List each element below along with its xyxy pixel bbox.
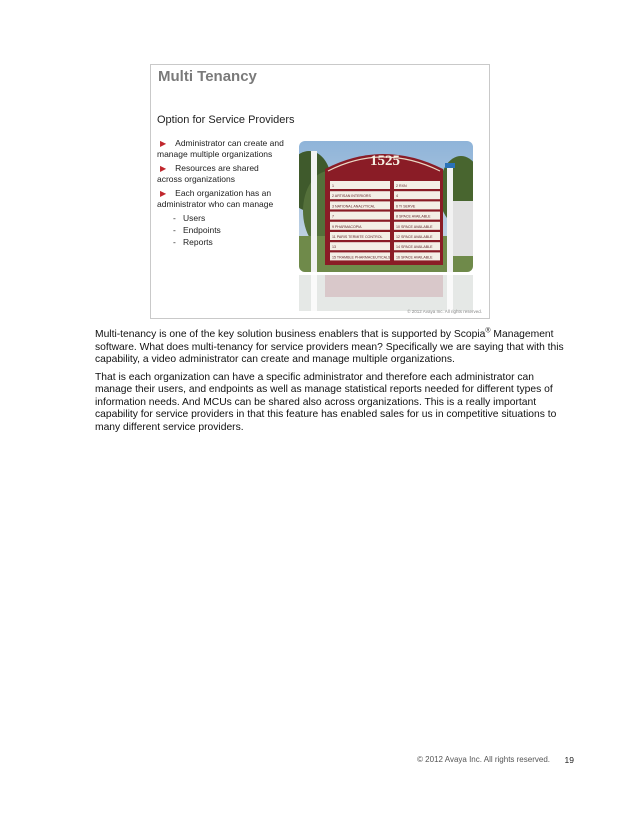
slide-subtitle: Option for Service Providers	[157, 114, 295, 126]
notes-text	[95, 329, 565, 439]
sub-bullet-list	[173, 213, 285, 248]
sign-panel-label: 15 TRAMBLE PHARMACEUTICALS	[332, 255, 391, 260]
slide-copyright: © 2012 Avaya Inc. All rights reserved.	[407, 309, 482, 314]
sign-panel	[330, 242, 390, 250]
sign-panel-label: 4	[396, 194, 398, 199]
bullet-arrow-icon: ▶	[160, 189, 167, 198]
bullet-arrow-icon: ▶	[160, 139, 167, 148]
sign-panel-label: 9 PHARMACOPIA	[332, 224, 362, 229]
sign-panel-label: 14 SPACE AVAILABLE	[396, 245, 433, 250]
sub-item: - Users	[173, 213, 206, 223]
sign-panel-label: 11 PARIS TERMITE CONTROL	[332, 235, 383, 239]
sign-panel	[330, 212, 390, 220]
sign-panel	[394, 191, 440, 199]
bullet-item: ▶ Each organization has an administrator who can manage	[157, 188, 274, 209]
photo-reflection	[299, 275, 473, 311]
sign-panel-label: 2 RXN	[396, 184, 407, 188]
building-sign-photo	[299, 141, 473, 272]
bullet-arrow-icon: ▶	[160, 164, 167, 173]
sign-number: 1525	[370, 153, 400, 169]
sign-panel-label: 7	[332, 214, 334, 219]
bullet-item: ▶ Administrator can create and manage multiple organizations	[157, 138, 284, 159]
sign-panel-label: 2 ARTISAN INTERIORS	[332, 194, 371, 199]
sub-item: - Endpoints	[173, 225, 221, 235]
sign-panel-label: 8 SPACE AVAILABLE	[396, 214, 431, 219]
sign-panel-label: 12 SPACE AVAILABLE	[396, 235, 433, 239]
notes-paragraph-2: That is each organization can have a specific administrator and therefore each administrator can manage their users, and endpoints as well as manage statistical reports needed for different types of information needs. And MCUs can be shared also across organizations. This is a really important capability for service providers in that this feature has enabled sales for us in competitive situations to many different service providers.	[95, 371, 557, 433]
sign-panel-label: 1	[332, 184, 334, 188]
footer-copyright: © 2012 Avaya Inc. All rights reserved.	[417, 755, 550, 764]
notes-paragraph-1: Multi-tenancy is one of the key solution business enablers that is supported by Scopia® Management software. What does multi-tenancy for service providers mean? Specifically we are saying that with this capability, a video administrator can create and manage multiple organizations.	[95, 327, 564, 365]
sign-panel-label: 10 SPACE AVAILABLE	[396, 224, 433, 229]
sign-panel	[330, 181, 390, 189]
sign-panel-label: 13	[332, 245, 336, 250]
bullet-item: ▶ Resources are shared across organizations	[157, 163, 259, 184]
slide-title: Multi Tenancy	[158, 68, 257, 85]
sign-panel-label: 16 SPACE AVAILABLE	[396, 255, 433, 260]
page-number: 19	[564, 755, 574, 765]
bullet-list	[157, 138, 285, 249]
slide-frame	[150, 64, 490, 319]
sub-item: - Reports	[173, 237, 213, 247]
sign-panel-label: 3 NATIONAL ANALYTICAL	[332, 204, 376, 209]
sign-panel-label: 6 TI SERVE	[396, 204, 416, 209]
